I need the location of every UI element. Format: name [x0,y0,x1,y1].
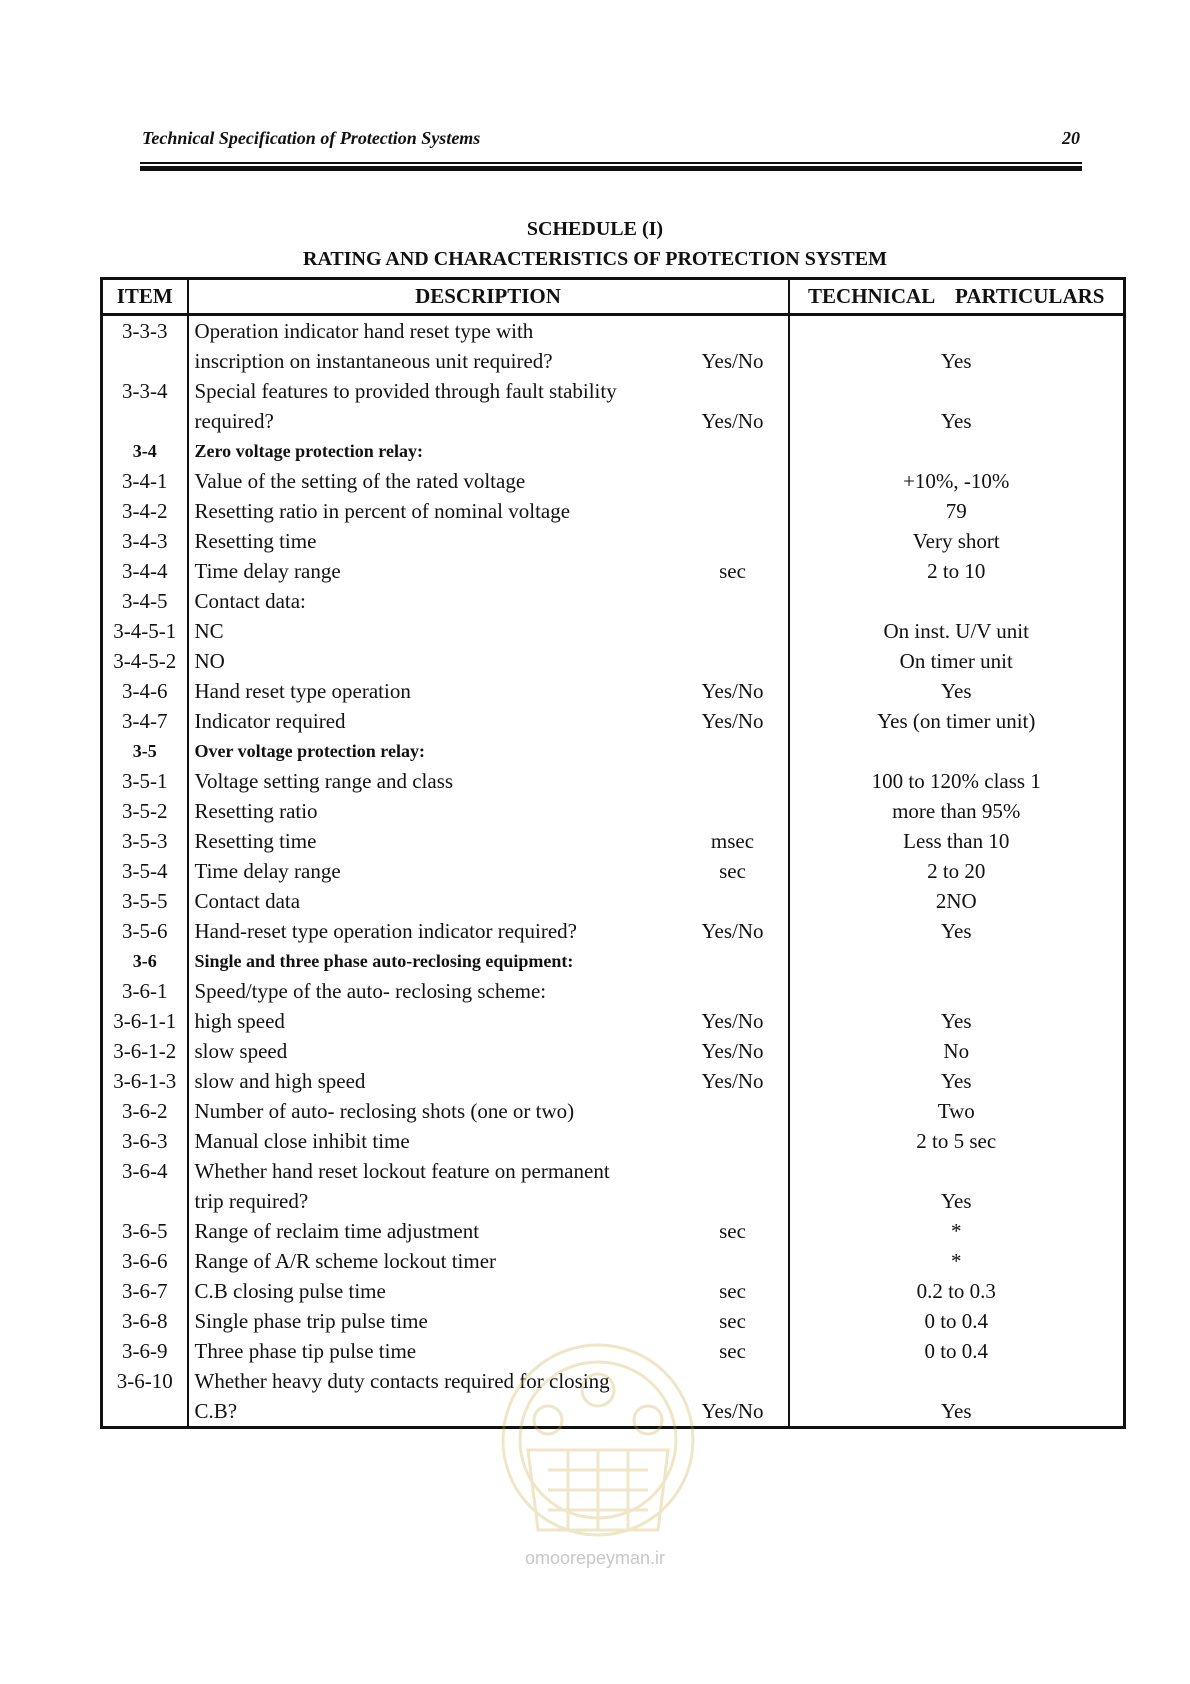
item-cell: 3-4-6 [102,676,188,706]
unit-cell: sec [719,859,746,883]
item-cell: 3-4-5-2 [102,646,188,676]
particulars-cell: Two [789,1096,1125,1126]
description-cell: Single phase trip pulse time [194,1309,428,1333]
unit-cell [678,526,789,556]
particulars-cell: 2 to 5 sec [789,1126,1125,1156]
particulars-cell: Yes [789,1066,1125,1096]
table-row [102,1096,1125,1126]
table-row [102,496,1125,526]
particulars-cell: Yes (on timer unit) [789,706,1125,736]
particulars-cell [789,315,1125,347]
description-cell: Resetting time [194,529,317,553]
item-cell: 3-4-3 [102,526,188,556]
description-cell: Operation indicator hand reset type with [194,319,534,343]
table-row [102,346,1125,376]
unit-cell [678,736,789,766]
unit-cell [678,946,789,976]
item-cell: 3-4-1 [102,466,188,496]
table-row [102,736,1125,766]
unit-cell: sec [719,559,746,583]
unit-cell: Yes/No [701,349,764,373]
item-cell: 3-3-4 [102,376,188,406]
item-cell: 3-6-3 [102,1126,188,1156]
item-cell: 3-6 [102,946,188,976]
particulars-cell: more than 95% [789,796,1125,826]
table-row [102,676,1125,706]
description-cell: Manual close inhibit time [194,1129,410,1153]
description-cell: inscription on instantaneous unit required? [194,349,553,373]
table-body [102,315,1125,1428]
specification-table [100,277,1126,1429]
unit-cell: Yes/No [701,679,764,703]
particulars-cell: Yes [789,1396,1125,1428]
description-cell: NO [194,649,225,673]
particulars-cell [789,436,1125,466]
description-cell: Hand-reset type operation indicator required? [194,919,578,943]
table-row [102,886,1125,916]
item-cell: 3-6-10 [102,1366,188,1396]
table-row [102,1396,1125,1428]
item-cell: 3-6-1 [102,976,188,1006]
table-row [102,1306,1125,1336]
unit-cell [678,1366,789,1396]
description-cell: Special features to provided through fault stability [194,379,617,403]
description-cell: Resetting ratio in percent of nominal voltage [194,499,571,523]
item-cell: 3-4-4 [102,556,188,586]
table-row [102,1186,1125,1216]
table-row [102,436,1125,466]
schedule-heading [0,214,1190,274]
table-header-row [102,279,1125,315]
item-cell: 3-6-7 [102,1276,188,1306]
unit-cell [678,1156,789,1186]
unit-cell [678,496,789,526]
particulars-cell [789,586,1125,616]
item-cell [102,346,188,376]
table-row [102,976,1125,1006]
table-row [102,616,1125,646]
unit-cell: sec [719,1219,746,1243]
page-header-title: Technical Specification of Protection Systems [142,128,481,148]
unit-cell [678,1126,789,1156]
description-cell: Hand reset type operation [194,679,411,703]
particulars-cell: Yes [789,406,1125,436]
unit-cell: Yes/No [701,409,764,433]
description-cell: NC [194,619,224,643]
unit-cell [678,616,789,646]
unit-cell: sec [719,1279,746,1303]
particulars-cell: Yes [789,1186,1125,1216]
particulars-cell [789,976,1125,1006]
table-row [102,646,1125,676]
table-row [102,406,1125,436]
description-cell: Time delay range [194,859,341,883]
item-cell: 3-6-6 [102,1246,188,1276]
header-divider-thin [140,162,1082,164]
description-cell: Over voltage protection relay: [194,741,425,761]
unit-cell [678,436,789,466]
description-cell: Range of reclaim time adjustment [194,1219,480,1243]
item-cell: 3-6-1-1 [102,1006,188,1036]
item-cell: 3-5-1 [102,766,188,796]
unit-cell [678,466,789,496]
item-cell: 3-6-9 [102,1336,188,1366]
item-cell: 3-4-5-1 [102,616,188,646]
item-cell: 3-6-5 [102,1216,188,1246]
particulars-cell: Yes [789,676,1125,706]
description-cell: Whether heavy duty contacts required for closing [194,1369,610,1393]
item-cell: 3-6-1-2 [102,1036,188,1066]
unit-cell: Yes/No [701,1399,764,1423]
table-row [102,706,1125,736]
particulars-cell: On timer unit [789,646,1125,676]
description-cell: Zero voltage protection relay: [194,441,423,461]
particulars-cell: 2 to 20 [789,856,1125,886]
particulars-cell: 2 to 10 [789,556,1125,586]
item-cell: 3-6-2 [102,1096,188,1126]
unit-cell [678,1186,789,1216]
description-cell: Time delay range [194,559,341,583]
particulars-cell: Very short [789,526,1125,556]
item-cell: 3-6-1-3 [102,1066,188,1096]
unit-cell [678,376,789,406]
column-header-description: DESCRIPTION [188,279,789,315]
particulars-cell: Yes [789,916,1125,946]
description-cell: Value of the setting of the rated voltage [194,469,526,493]
table-row [102,916,1125,946]
table-row [102,796,1125,826]
description-cell: Resetting ratio [194,799,318,823]
unit-cell [678,1246,789,1276]
table-row [102,1246,1125,1276]
description-cell: Resetting time [194,829,317,853]
column-header-particulars: TECHNICAL PARTICULARS [789,279,1125,315]
unit-cell [678,976,789,1006]
particulars-cell [789,1156,1125,1186]
unit-cell: Yes/No [701,1069,764,1093]
description-cell: slow and high speed [194,1069,366,1093]
particulars-cell: 0.2 to 0.3 [789,1276,1125,1306]
table-row [102,466,1125,496]
unit-cell: Yes/No [701,709,764,733]
description-cell: required? [194,409,274,433]
table-row [102,1366,1125,1396]
description-cell: Three phase tip pulse time [194,1339,417,1363]
particulars-cell: Yes [789,1006,1125,1036]
item-cell: 3-5-6 [102,916,188,946]
item-cell: 3-3-3 [102,315,188,347]
particulars-cell: Yes [789,346,1125,376]
table-row [102,1216,1125,1246]
table-row [102,1036,1125,1066]
table-row [102,1276,1125,1306]
item-cell: 3-4-5 [102,586,188,616]
description-cell: trip required? [194,1189,309,1213]
item-cell: 3-4-7 [102,706,188,736]
unit-cell: sec [719,1309,746,1333]
watermark-url: omoorepeyman.ir [524,1548,666,1568]
particulars-cell: 79 [789,496,1125,526]
page-number: 20 [1062,128,1080,148]
particulars-cell: No [789,1036,1125,1066]
item-cell [102,1186,188,1216]
unit-cell: msec [710,829,755,853]
table-row [102,1156,1125,1186]
item-cell: 3-5-4 [102,856,188,886]
item-cell: 3-5-5 [102,886,188,916]
unit-cell [678,886,789,916]
particulars-cell: 0 to 0.4 [789,1336,1125,1366]
table-row [102,766,1125,796]
description-cell: C.B closing pulse time [194,1279,386,1303]
unit-cell [678,586,789,616]
description-cell: slow speed [194,1039,288,1063]
item-cell: 3-4 [102,436,188,466]
item-cell: 3-5 [102,736,188,766]
particulars-cell: 100 to 120% class 1 [789,766,1125,796]
table-row [102,1126,1125,1156]
description-cell: Voltage setting range and class [194,769,454,793]
particulars-cell: Less than 10 [789,826,1125,856]
particulars-cell: +10%, -10% [789,466,1125,496]
item-cell: 3-4-2 [102,496,188,526]
description-cell: Contact data [194,889,301,913]
description-cell: Indicator required [194,709,346,733]
particulars-cell: On inst. U/V unit [789,616,1125,646]
table-row [102,1336,1125,1366]
particulars-cell [789,376,1125,406]
unit-cell: sec [719,1339,746,1363]
particulars-cell: * [789,1216,1125,1246]
item-cell: 3-6-8 [102,1306,188,1336]
table-row [102,946,1125,976]
unit-cell [678,766,789,796]
table-row [102,1066,1125,1096]
table-row [102,826,1125,856]
particulars-cell [789,1366,1125,1396]
table-row [102,526,1125,556]
unit-cell: Yes/No [701,919,764,943]
description-cell: Whether hand reset lockout feature on permanent [194,1159,610,1183]
particulars-cell [789,946,1125,976]
description-cell: Contact data: [194,589,306,613]
description-cell: high speed [194,1009,285,1033]
unit-cell: Yes/No [701,1009,764,1033]
description-cell: Range of A/R scheme lockout timer [194,1249,497,1273]
table-row [102,556,1125,586]
item-cell [102,406,188,436]
column-header-item: ITEM [102,279,188,315]
particulars-cell: * [789,1246,1125,1276]
schedule-title: SCHEDULE (I) [526,218,664,240]
unit-cell: Yes/No [701,1039,764,1063]
unit-cell [678,796,789,826]
particulars-cell: 2NO [789,886,1125,916]
item-cell: 3-5-3 [102,826,188,856]
item-cell: 3-6-4 [102,1156,188,1186]
table-row [102,315,1125,347]
description-cell: Speed/type of the auto- reclosing scheme: [194,979,547,1003]
item-cell [102,1396,188,1428]
unit-cell [678,1096,789,1126]
header-divider-thick [140,166,1082,171]
unit-cell [678,646,789,676]
table-row [102,1006,1125,1036]
particulars-cell [789,736,1125,766]
schedule-subtitle: RATING AND CHARACTERISTICS OF PROTECTION SYSTEM [303,248,887,270]
table-row [102,586,1125,616]
description-cell: Single and three phase auto-reclosing equipment: [194,951,574,971]
description-cell: Number of auto- reclosing shots (one or two) [194,1099,575,1123]
item-cell: 3-5-2 [102,796,188,826]
particulars-cell: 0 to 0.4 [789,1306,1125,1336]
table-row [102,856,1125,886]
table-row [102,376,1125,406]
unit-cell [678,315,789,347]
description-cell: C.B? [194,1399,238,1423]
